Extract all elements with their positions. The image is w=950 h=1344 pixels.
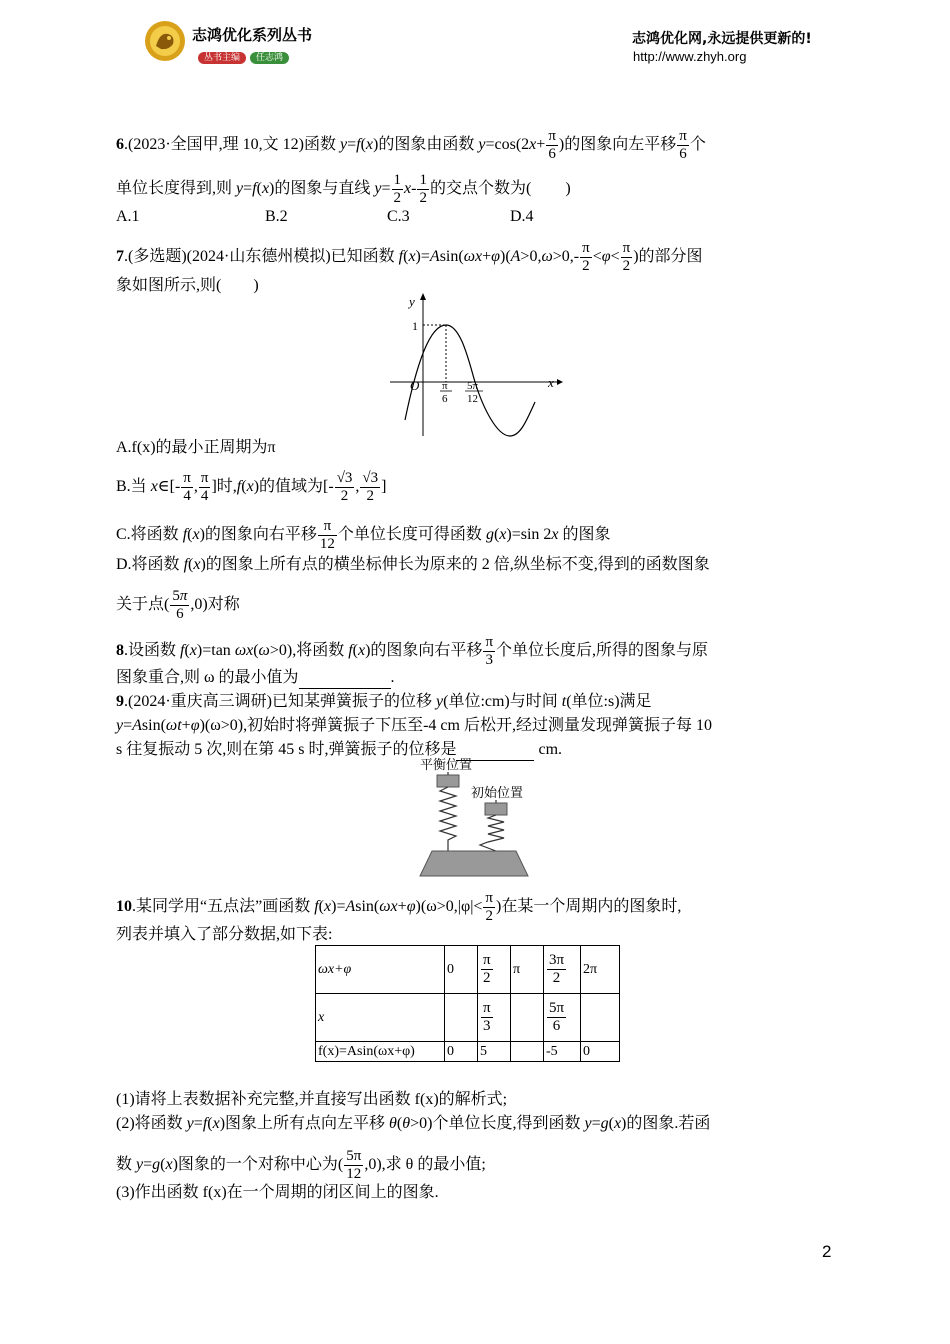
site-url[interactable]: http://www.zhyh.org [633,49,747,64]
initial-position-label: 初始位置 [471,786,524,801]
q7-option-d-line2: 关于点( $\frac{5\pi}{6}$ ,0)对称 [116,588,240,622]
q9-number: 9 [116,693,124,710]
q6-line1: 6.(2023·全国甲,理 10,文 12)函数 y=f(x)的图象由函数 y=cos(2x+ $\frac{\pi}{6}$ )的图象向左平移 $\frac{\pi}{6}$ 个 [116,128,706,162]
q9-line3: s 往复振动 5 次,则在第 45 s 时,弹簧振子的位移是 cm. [116,740,562,761]
equilibrium-position-label: 平衡位置 [420,758,473,773]
table-cell-empty[interactable] [581,994,620,1042]
q10-sub3: (3)作出函数 f(x)在一个周期的闭区间上的图象. [116,1184,439,1201]
q7-one-label: 1 [412,319,418,333]
table-cell-empty[interactable] [511,994,544,1042]
q7-option-a: A.f(x)的最小正周期为π [116,439,276,456]
q6-option-a: A.1 [116,208,140,225]
series-logo-icon [144,20,186,62]
q10-sub2-line2: 数 y=g(x)图象的一个对称中心为( $\frac{5\pi}{12}$ ,0),求 θ 的最小值; [116,1148,486,1182]
slogan: 志鸿优化网,永远提供更新的! [632,31,812,47]
q8-line1: 8.设函数 f(x)=tan ωx(ω>0),将函数 f(x)的图象向右平移 $\frac{\pi}{3}$ 个单位长度后,所得的图象与原 [116,634,709,668]
q7-option-c: C.将函数 f(x)的图象向右平移 $\frac{\pi}{12}$ 个单位长度可得函数 g(x)=sin 2x 的图象 [116,518,611,552]
q7-tick1-den: 6 [442,393,448,405]
table-cell: 5 [478,1042,511,1062]
spring-oscillator-figure [410,755,545,880]
q6-line2: 单位长度得到,则 y=f(x)的图象与直线 y= $\frac{1}{2}$ x- $\frac{1}{2}$ 的交点个数为( ) [116,172,571,206]
table-cell: $\frac{3\pi}{2}$ [544,946,581,994]
q6-option-d: D.4 [510,208,534,225]
table-cell: $\frac{5\pi}{6}$ [544,994,581,1042]
table-row-label: x [316,994,445,1042]
table-cell: 2π [581,946,620,994]
q7-number: 7 [116,248,124,266]
q8-answer-blank[interactable] [299,668,391,689]
q8-line2: 图象重合,则 ω 的最小值为 . [116,668,395,689]
table-cell-empty[interactable] [511,1042,544,1062]
series-title: 志鸿优化系列丛书 [192,26,313,44]
q7-tick2-den: 12 [467,393,478,405]
q7-x-label: x [548,375,554,390]
q9-line2: y=Asin(ωt+φ)(ω>0),初始时将弹簧振子下压至-4 cm 后松开,经过测量发现弹簧振子每 10 [116,717,712,734]
q10-line2: 列表并填入了部分数据,如下表: [116,926,333,943]
q10-sub1: (1)请将上表数据补充完整,并直接写出函数 f(x)的解析式; [116,1091,508,1108]
q8-number: 8 [116,642,124,660]
table-cell: -5 [544,1042,581,1062]
table-cell: $\frac{\pi}{2}$ [478,946,511,994]
table-cell-empty[interactable] [445,994,478,1042]
q7-line1: 7.(多选题)(2024·山东德州模拟)已知函数 f(x)=Asin(ωx+φ)(A>0,ω>0,- $\frac{\pi}{2}$ <φ< $\frac{\pi}{2}$ )的部分图 [116,240,703,274]
q10-number: 10 [116,898,132,916]
q7-origin-label: O [410,378,420,393]
table-cell: π [511,946,544,994]
five-point-table [315,945,620,1062]
q10-sub2-line1: (2)将函数 y=f(x)图象上所有点向左平移 θ(θ>0)个单位长度,得到函数 y=g(x)的图象.若函 [116,1115,711,1132]
q7-option-d-line1: D.将函数 f(x)的图象上所有点的横坐标伸长为原来的 2 倍,纵坐标不变,得到的函数图象 [116,556,710,573]
editor-name: 任志鸿 [250,52,289,64]
q7-line2: 象如图所示,则( ) [116,277,259,294]
q6-option-c: C.3 [387,208,410,225]
q10-line1: 10.某同学用“五点法”画函数 f(x)=Asin(ωx+φ)(ω>0,|φ|< $\frac{\pi}{2}$ )在某一个周期内的图象时, [116,890,682,924]
page-number: 2 [822,1242,832,1261]
q7-sine-graph [385,290,565,440]
editor-label: 丛书主编 [198,52,246,64]
q7-tick2-num: 5π [467,380,479,392]
editor-credit [198,47,289,65]
q7-tick1-num: π [442,380,448,392]
table-row-label: ωx+φ [316,946,445,994]
table-row-label: f(x)=Asin(ωx+φ) [316,1042,445,1062]
q9-line1: 9.(2024·重庆高三调研)已知某弹簧振子的位移 y(单位:cm)与时间 t(单位:s)满足 [116,693,652,710]
q7-option-b: B.当 x∈[- $\frac{\pi}{4}$ , $\frac{\pi}{4}$ ]时,f(x)的值域为[- $\frac{√3}{2}$ , $\frac{√3}{2}$ ] [116,470,387,504]
q6-number: 6 [116,136,124,154]
table-cell: 0 [581,1042,620,1062]
q6-option-b: B.2 [265,208,288,225]
q7-y-label: y [409,294,415,309]
table-cell: $\frac{\pi}{3}$ [478,994,511,1042]
table-cell: 0 [445,1042,478,1062]
table-cell: 0 [445,946,478,994]
